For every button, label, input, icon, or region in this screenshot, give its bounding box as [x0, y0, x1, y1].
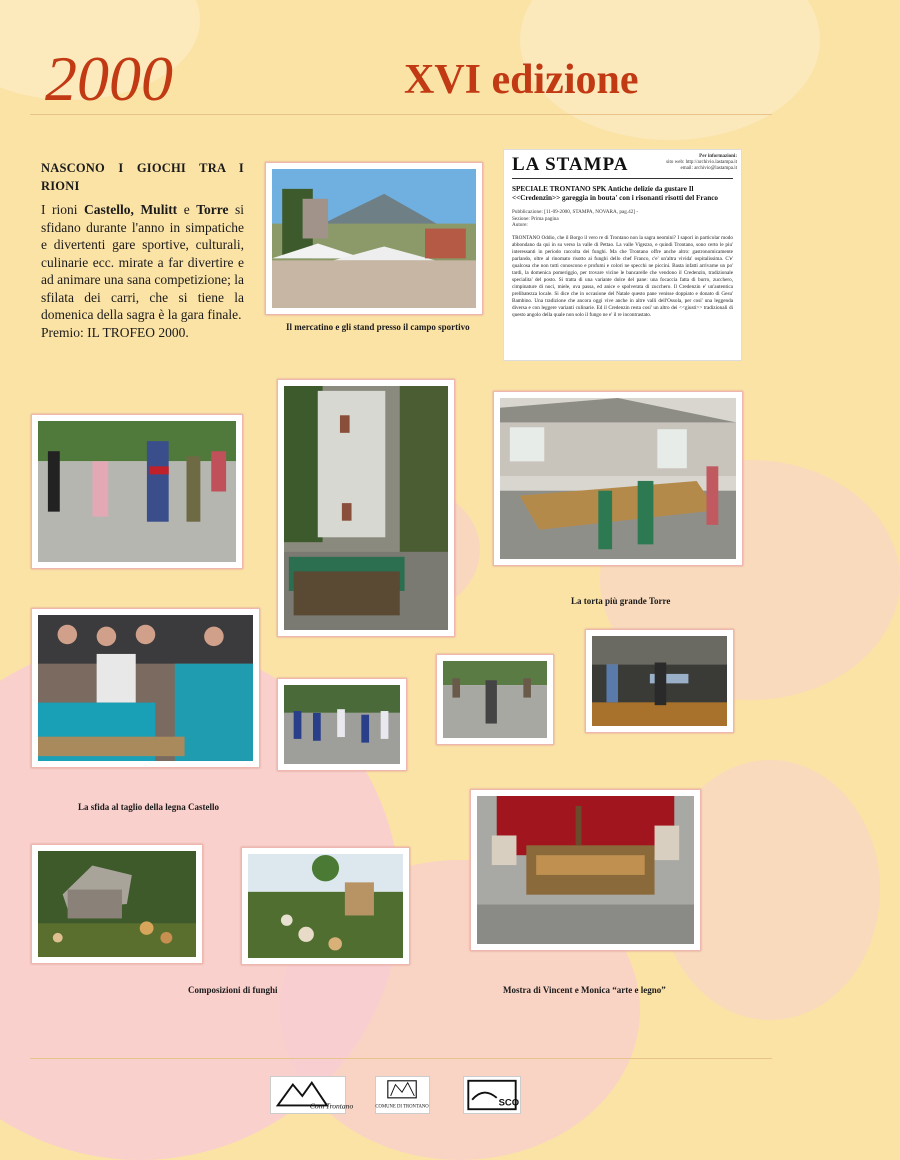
newspaper-headline: SPECIALE TRONTANO SPK Antiche delizie da gustare Il <<Credenzin>> gareggia in bouta' con i risonanti risotti del Franco	[512, 185, 718, 202]
photo-market	[265, 162, 483, 315]
edition-title: XVI edizione	[404, 57, 639, 103]
photo-tower	[277, 379, 455, 637]
newspaper-info: Per informazioni: sito web: http://archivio.lastampa.it email: archivio@lastampa.it	[666, 154, 737, 171]
intro-title: NASCONO I GIOCHI TRA I RIONI	[41, 161, 244, 193]
caption-market: Il mercatino e gli stand presso il campo sportivo	[286, 322, 470, 332]
newspaper-body: TRONTANO Oddio, che il Borgo il vero re di Trontano non la sagra neomini? I sapori in particolar modo abbondano da qui in su verso la valle di Pettao. La valle Vigezzo, e quindi Trontano, sono certo le piu' interessanti in periodo raccolta dei funghi. Ma che Trontano offre anche altro: gastronomicamente parlando, oltre al rinomato risotto ai funghi dello chef Franco, c'e' un'altra vivida' ospitalissima. C'e' qualcosa che non tutti conoscono e profumi e colori ne specchi ne piccini. Basta infatti arrivarne un po' tardi, la domenica pomeriggio, per trovare vicine le bancarelle che vendono il Credenzin, tradizionale specialita' del posto. Si tratta di una variante dolce del pane: una focaccia fatta di burro, zucchero, cimpinature di noci, miele, uva passa, ed anice e spolverata di zucchero. Il Credenzin e' un'autentica prelibatezza locale. Si dice che in occasione del Natale questo pane venisse doppiato e donato di Gesu' Bambino. Una tradizione che ancora oggi vive anche in altre valli dell'Ossola, per cosi' una leggenda diversa e con leggere varianti culinarie. Ed il Credenzin resta cosi' un altro dei <<giusti>> tradizionali di questo angolo della quale non solo il fungo ne e' il re incontrastato.	[512, 234, 733, 318]
rione-mulitt: Mulitt	[140, 202, 178, 217]
logo-sco	[463, 1076, 521, 1114]
svg-text:COMUNE DI TRONTANO: COMUNE DI TRONTANO	[375, 1104, 429, 1110]
newspaper-meta: Pubblicazione: [11-09-2000, STAMPA, NOVARA, pag.42] - Sezione: Prima pagina Autore:	[512, 209, 639, 228]
photo-pingpong	[585, 629, 734, 733]
photo-wood	[31, 608, 260, 768]
photo-mushrooms-1	[31, 844, 203, 964]
bottom-divider	[30, 1058, 772, 1059]
photo-street	[436, 654, 554, 745]
caption-mushrooms: Composizioni di funghi	[188, 985, 278, 995]
intro-text: I rioni Castello, Mulitt e Torre si sfidano durante l'anno in simpatiche e divertenti gare sportive, culturali, culinarie ecc. mirate a far divertire e ad animare una sana competizione; la sfilata dei carri, che si tiene la domenica della sagra è la gara finale.	[41, 202, 244, 322]
newspaper-rule	[512, 178, 733, 179]
photo-cake	[493, 391, 743, 566]
intro-prize: Premio: IL TROFEO 2000.	[41, 324, 189, 340]
logo-comtrontano	[270, 1076, 354, 1114]
newspaper-clipping	[503, 149, 742, 361]
svg-text:Com'Trontano: Com'Trontano	[309, 1101, 354, 1111]
caption-wood: La sfida al taglio della legna Castello	[78, 802, 220, 812]
year-title: 2000	[45, 43, 173, 114]
rione-torre: Torre	[196, 202, 229, 217]
svg-text:SCO: SCO	[498, 1097, 520, 1109]
photo-costumes	[31, 414, 243, 569]
photo-parade	[277, 678, 407, 771]
rione-castello: Castello,	[84, 202, 134, 217]
caption-exhibit: Mostra di Vincent e Monica “arte e legno”	[503, 985, 666, 995]
caption-cake: La torta più grande Torre	[571, 596, 671, 606]
photo-exhibit	[470, 789, 701, 951]
newspaper-masthead: LA STAMPA	[512, 154, 629, 175]
photo-mushrooms-2	[241, 847, 410, 965]
top-divider	[30, 114, 772, 115]
logo-comune-trontano	[375, 1076, 430, 1114]
intro-section	[41, 160, 244, 341]
